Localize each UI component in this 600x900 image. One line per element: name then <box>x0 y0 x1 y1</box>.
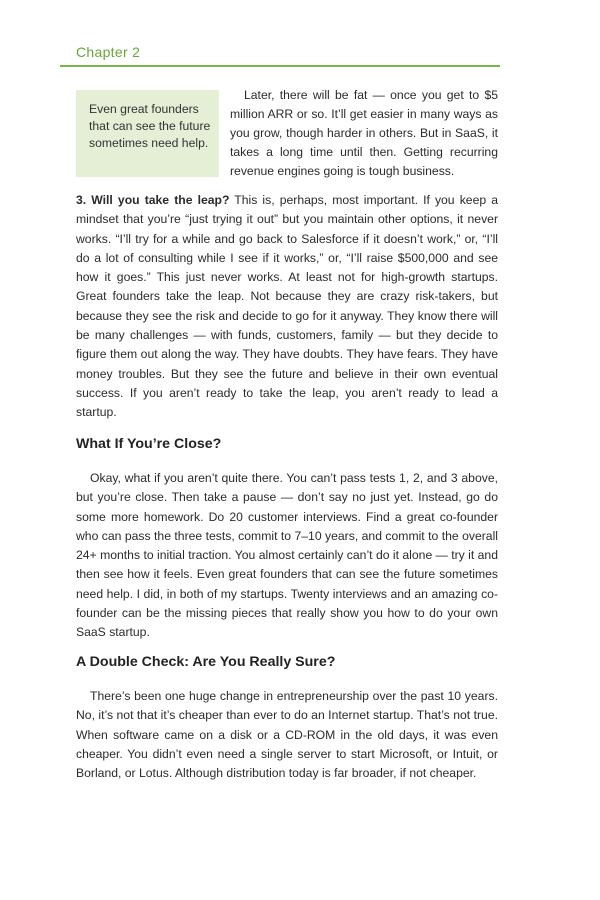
section-double-check-paragraph: There’s been one huge change in entrepreneurship over the past 10 years. No, it’s not that it’s cheaper than ever to do an Internet startup. That’s not true. When software came on a disk or a CD-ROM in the old days, it was even cheaper. You didn’t even need a single server to start Microsoft, or Intuit, or Borland, or Lotus. Although distribution today is far broader, if not cheaper. <box>76 689 498 781</box>
point-3-text: This is, perhaps, most important. If you keep a mindset that you’re “just trying it out” but you maintain other options, it never works. “I’ll try for a while and go back to Salesforce if it doesn’t work,” or, “I’ll do a lot of consulting while I see if it works,” or, “I’ll raise $500,000 and see how it goes.” This just never works. At least not for high-growth startups. Great founders take the leap. Not because they are crazy risk-takers, but because they see the risk and decide to go for it anyway. They know there will be many challenges — with funds, customers, family — but they decide to figure them out along the way. They have doubts. They have fears. They have money troubles. But they see the future and believe in their own eventual success. If you aren’t ready to take the leap, you aren’t ready to lead a startup. <box>76 193 499 420</box>
section-close-paragraph: Okay, what if you aren’t quite there. You can’t pass tests 1, 2, and 3 above, but you’re close. Then take a pause — don’t say no just yet. Instead, go do some more homework. Do 20 customer interviews. Find a great co-founder who can pass the three tests, commit to 7–10 years, and commit to the overall 24+ months to initial traction. You almost certainly can’t do it alone — try it and then see how it feels. Even great founders that can see the future sometimes need help. I did, in both of my startups. Twenty interviews and an amazing co-founder can be the missing pieces that really show you how to do your own SaaS startup. <box>76 471 498 640</box>
section-heading-close: What If You’re Close? <box>76 436 222 452</box>
intro-paragraph: Later, there will be fat — once you get to $5 million ARR or so. It’ll get easier in many ways as you grow, though harder in others. But in SaaS, it takes a long time until then. Getting recurring revenue engines going is tough business. <box>230 88 498 178</box>
point-3-lead: 3. Will you take the leap? <box>76 193 230 207</box>
point-3-paragraph <box>76 191 498 423</box>
header-rule <box>60 65 500 67</box>
section-heading-double-check: A Double Check: Are You Really Sure? <box>76 654 336 670</box>
chapter-label: Chapter 2 <box>76 44 141 60</box>
pull-quote: Even great founders that can see the future sometimes need help. <box>76 90 219 177</box>
